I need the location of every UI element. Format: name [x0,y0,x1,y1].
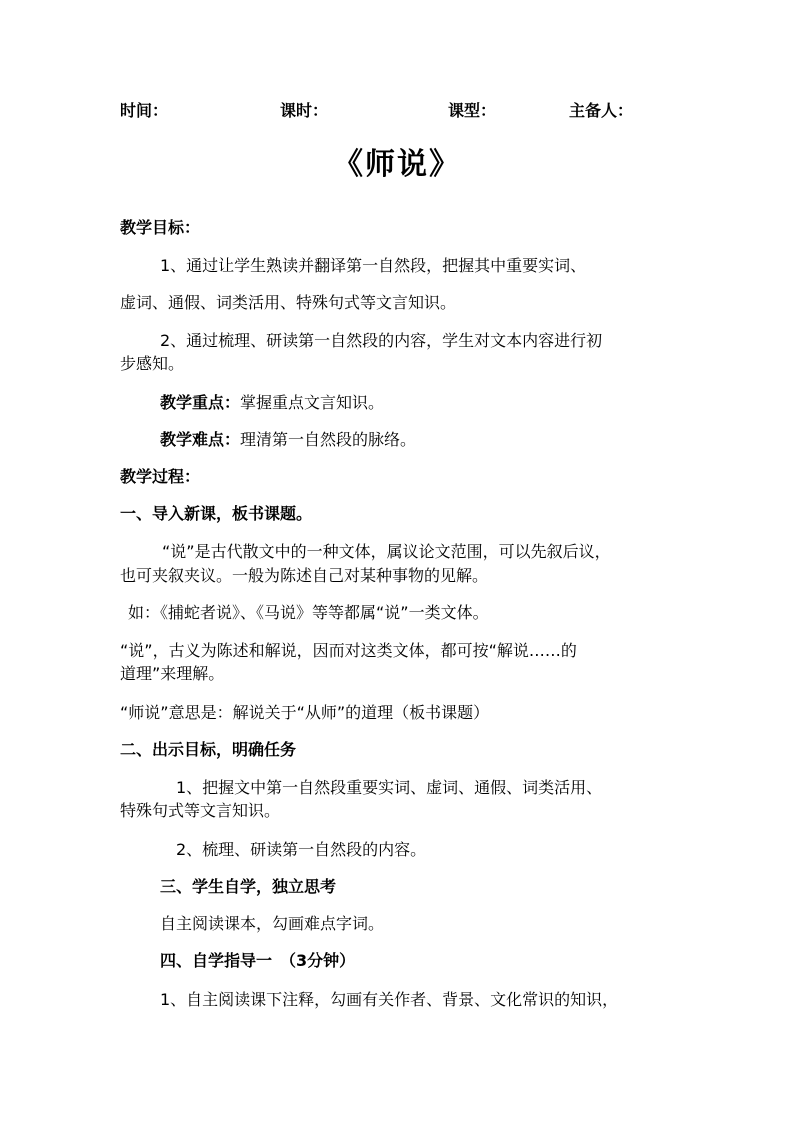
header-period-label: 课时： [280,101,329,120]
section-1-para-1-line-1: “说”是古代散文中的一种文体，属议论文范围，可以先叙后议， [162,542,611,561]
section-3-heading: 三、学生自学，独立思考 [160,877,337,896]
header-time-label: 时间： [120,101,169,120]
section-1-heading: 一、导入新课，板书课题。 [120,504,313,523]
goal-2-line-1: 2、通过梳理、研读第一自然段的内容，学生对文本内容进行初 [160,331,603,350]
section-4-heading: 四、自学指导一 （3分钟） [160,951,356,970]
key-point [160,393,384,413]
section-1-para-3-line-2: 道理”来理解。 [120,664,225,683]
key-point-label: 教学重点： [160,393,241,412]
section-1-para-1-line-2: 也可夹叙夹议。一般为陈述自己对某种事物的见解。 [120,566,489,585]
difficulty-label: 教学难点： [160,430,241,449]
section-4-item-1: 1、自主阅读课下注释，勾画有关作者、背景、文化常识的知识， [160,990,619,1009]
key-point-text: 掌握重点文言知识。 [240,393,385,412]
process-heading: 教学过程： [120,467,201,486]
section-2-heading: 二、出示目标，明确任务 [120,740,297,759]
section-2-item-1-line-1: 1、把握文中第一自然段重要实词、虚词、通假、词类活用、 [176,778,603,797]
section-3-text: 自主阅读课本，勾画难点字词。 [160,914,385,933]
header-lead-label: 主备人： [569,101,634,120]
section-1-para-4: “师说”意思是：解说关于“从师”的道理（板书课题） [120,703,490,722]
goal-2-line-2: 步感知。 [120,354,185,373]
section-1-para-3-line-1: “说”，古义为陈述和解说，因而对这类文体，都可按“解说……的 [120,641,577,660]
goal-1-line-2: 虚词、通假、词类活用、特殊句式等文言知识。 [120,293,457,312]
section-2-item-2: 2、梳理、研读第一自然段的内容。 [176,840,427,859]
goal-1-line-1: 1、通过让学生熟读并翻译第一自然段，把握其中重要实词、 [160,256,587,275]
difficulty [160,430,416,450]
section-1-para-2: 如：《捕蛇者说》、《马说》等等都属“说”一类文体。 [128,603,489,622]
section-2-item-1-line-2: 特殊句式等文言知识。 [120,801,281,820]
difficulty-text: 理清第一自然段的脉络。 [240,430,417,449]
document-title: 《师说》 [333,147,461,182]
goals-heading: 教学目标： [120,218,201,237]
header-type-label: 课型： [448,101,497,120]
